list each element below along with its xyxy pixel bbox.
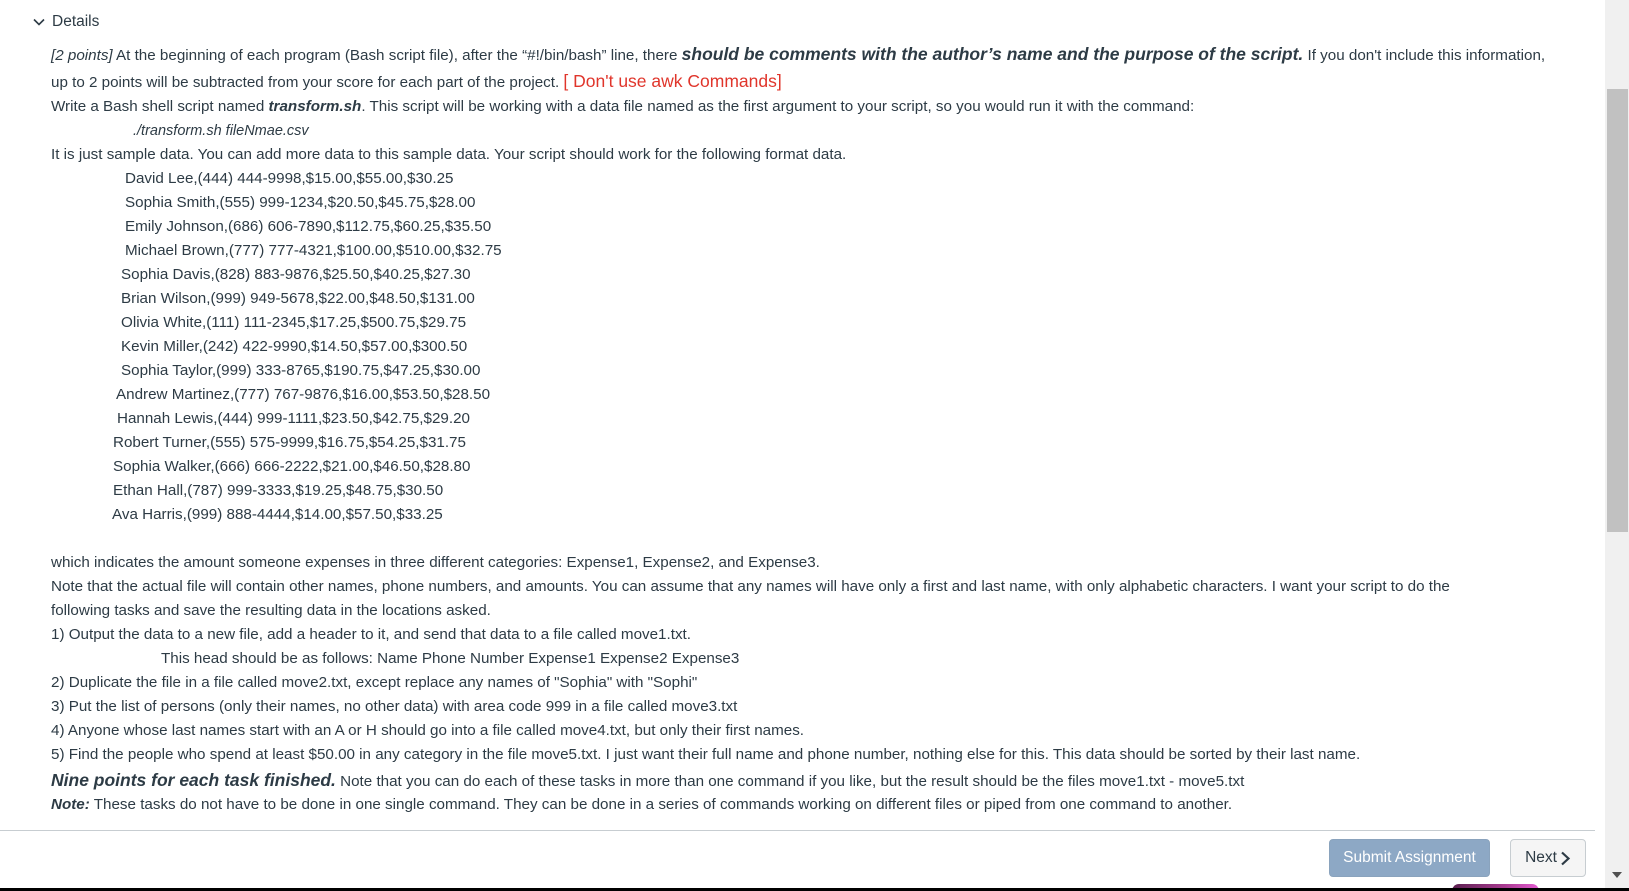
run-command: ./transform.sh fileNmae.csv [133,123,309,139]
task-3: 3) Put the list of persons (only their names, no other data) with area code 999 in a file called move3.txt [51,698,738,715]
details-toggle[interactable] [32,13,99,31]
details-label: Details [52,13,100,30]
sample-row: Olivia White,(111) 111-2345,$17.25,$500.75,$29.75 [121,314,467,331]
description-p2-cont: following tasks and save the resulting data in the locations asked. [51,602,491,619]
task-1-header-spec: This head should be as follows: Name Phone Number Expense1 Expense2 Expense3 [161,650,740,667]
intro-text-3: Write a Bash shell script named [51,98,269,115]
task-5: 5) Find the people who spend at least $50.00 in any category in the file move5.txt. I just want their full name and phone number, nothing else for this. This data should be sorted by their last name. [51,746,1361,763]
sample-row: Robert Turner,(555) 575-9999,$16.75,$54.25,$31.75 [113,434,466,451]
note-text: These tasks do not have to be done in one single command. They can be done in a series of commands working on different files or piped from one command to another. [89,796,1233,813]
description-p2: Note that the actual file will contain other names, phone numbers, and amounts. You can assume that any names will have only a first and last name, with only alphabetic characters. I want your script to do the [51,578,1450,595]
points-note: Note that you can do each of these tasks in more than one command if you like, but the result should be the files move1.txt - move5.txt [335,773,1245,790]
sample-intro: It is just sample data. You can add more data to this sample data. Your script should work for the following format data. [51,146,847,163]
vertical-scrollbar[interactable] [1605,0,1629,888]
scroll-down-arrow-icon[interactable] [1612,872,1622,878]
intro-text-2: up to 2 points will be subtracted from your score for each part of the project. [51,74,564,91]
sample-row: Ethan Hall,(787) 999-3333,$19.25,$48.75,$30.50 [113,482,444,499]
next-button[interactable] [1510,839,1586,877]
chevron-down-icon [32,15,46,29]
task-2: 2) Duplicate the file in a file called move2.txt, except replace any names of "Sophia" with "Sophi" [51,674,698,691]
sample-row: Andrew Martinez,(777) 767-9876,$16.00,$53.50,$28.50 [116,386,491,403]
sample-row: Brian Wilson,(999) 949-5678,$22.00,$48.50,$131.00 [121,290,475,307]
sample-row: Emily Johnson,(686) 606-7890,$112.75,$60.25,$35.50 [125,218,492,235]
script-name: transform.sh [268,98,362,115]
sample-row: Sophia Davis,(828) 883-9876,$25.50,$40.25,$27.30 [121,266,471,283]
intro-text-cont: If you don't include this information, [1303,47,1546,64]
sample-row: Sophia Smith,(555) 999-1234,$20.50,$45.75,$28.00 [125,194,476,211]
next-label: Next [1525,849,1557,866]
sample-data-list [51,167,1571,527]
task-1: 1) Output the data to a new file, add a header to it, and send that data to a file called move1.txt. [51,626,691,643]
chevron-right-icon [1560,851,1571,866]
intro-text-3b: . This script will be working with a data file named as the first argument to your script, so you would run it with the command: [361,98,1195,115]
intro-text: At the beginning of each program (Bash script file), after the “#!/bin/bash” line, there [112,47,682,64]
description-p1: which indicates the amount someone expenses in three different categories: Expense1, Expense2, and Expense3. [51,554,820,571]
emphasis-text: should be comments with the author’s name and the purpose of the script. [681,44,1304,64]
assignment-description [51,40,1571,817]
points-emphasis: Nine points for each task finished. [51,770,336,790]
sample-row: Ava Harris,(999) 888-4444,$14.00,$57.50,$33.25 [112,506,443,523]
sample-row: Hannah Lewis,(444) 999-1111,$23.50,$42.75,$29.20 [117,410,470,427]
sample-row: Kevin Miller,(242) 422-9990,$14.50,$57.00,$300.50 [121,338,468,355]
sample-row: David Lee,(444) 444-9998,$15.00,$55.00,$30.25 [125,170,454,187]
submit-assignment-button[interactable] [1329,839,1490,877]
awk-warning: [ Don't use awk Commands] [563,71,782,91]
task-4: 4) Anyone whose last names start with an A or H should go into a file called move4.txt, but only their first names. [51,722,805,739]
points-tag: [2 points] [51,47,113,64]
sample-row: Michael Brown,(777) 777-4321,$100.00,$510.00,$32.75 [125,242,502,259]
scrollbar-thumb[interactable] [1607,89,1628,532]
sample-row: Sophia Walker,(666) 666-2222,$21.00,$46.50,$28.80 [113,458,471,475]
submit-label: Submit Assignment [1343,849,1476,866]
note-label: Note: [51,796,90,813]
sample-row: Sophia Taylor,(999) 333-8765,$190.75,$47.25,$30.00 [121,362,481,379]
footer-divider [0,830,1595,831]
